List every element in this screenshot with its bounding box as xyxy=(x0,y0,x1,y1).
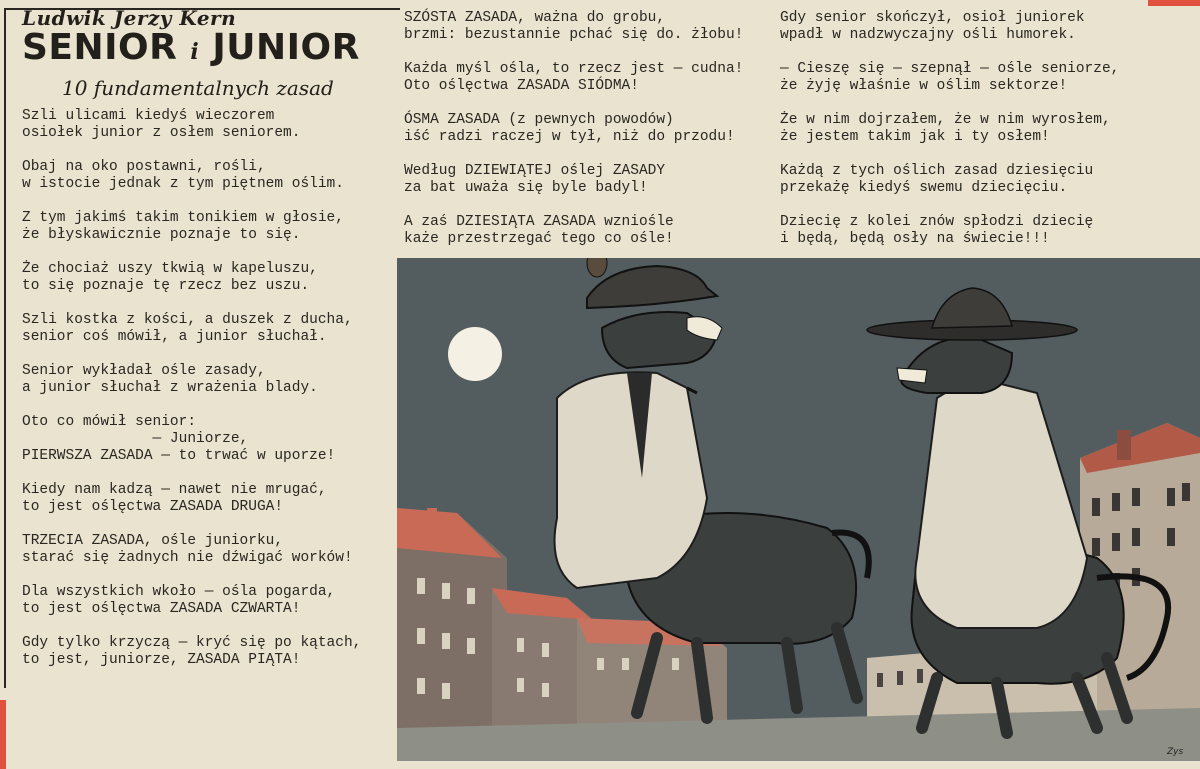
stanza: Każda myśl ośla, to rzecz jest — cudna! Oto oślęctwa ZASADA SIÓDMA! xyxy=(404,61,744,94)
stanza: Gdy senior skończył, osioł juniorek wpadł w nadzwyczajny ośli humorek. xyxy=(780,10,1085,43)
illustrator-signature: Zys xyxy=(1167,747,1184,757)
stanza: Dziecię z kolei znów spłodzi dziecię i będą, będą osły na świecie!!! xyxy=(780,214,1094,247)
author-name: Ludwik Jerzy Kern xyxy=(22,6,237,30)
stanza: Szli ulicami kiedyś wieczorem osiołek junior z osłem seniorem. xyxy=(22,108,301,141)
stanza: Senior wykładał ośle zasady, a junior słuchał z wrażenia blady. xyxy=(22,363,318,396)
poem-column-3 xyxy=(780,10,1140,265)
stanza: Kiedy nam kadzą — nawet nie mrugać, to jest oślęctwa ZASADA DRUGA! xyxy=(22,482,327,515)
stanza: Z tym jakimś takim tonikiem w głosie, że błyskawicznie poznaje to się. xyxy=(22,210,344,243)
page-title xyxy=(22,28,394,72)
red-accent-bottom-left xyxy=(0,700,6,769)
stanza: Według DZIEWIĄTEJ oślej ZASADY za bat uważa się byle badyl! xyxy=(404,163,666,196)
stanza: TRZECIA ZASADA, ośle juniorku, starać się żadnych nie dźwigać worków! xyxy=(22,533,353,566)
stanza: A zaś DZIESIĄTA ZASADA wzniośle każe przestrzegać tego co ośle! xyxy=(404,214,674,247)
title-senior: SENIOR xyxy=(22,27,178,68)
stanza: Oto co mówił senior: — Juniorze, PIERWSZA ZASADA — to trwać w uporze! xyxy=(22,414,336,464)
stanza: Że w nim dojrzałem, że w nim wyrosłem, że jestem takim jak i ty osłem! xyxy=(780,112,1111,145)
cartoon-illustration xyxy=(397,258,1200,761)
frame-left-rule xyxy=(4,8,6,688)
subtitle: 10 fundamentalnych zasad xyxy=(62,76,334,100)
title-junior: JUNIOR xyxy=(212,27,360,68)
stanza: SZÓSTA ZASADA, ważna do grobu, brzmi: bezustannie pchać się do. żłobu! xyxy=(404,10,744,43)
poem-column-1 xyxy=(22,0,394,686)
stanza: Szli kostka z kości, a duszek z ducha, senior coś mówił, a junior słuchał. xyxy=(22,312,353,345)
red-accent-top-right xyxy=(1148,0,1200,6)
stanza: Obaj na oko postawni, rośli, w istocie jednak z tym piętnem oślim. xyxy=(22,159,344,192)
cartoon-drawing xyxy=(397,258,1200,761)
stanza: — Cieszę się — szepnął — ośle seniorze, że żyję właśnie w oślim sektorze! xyxy=(780,61,1120,94)
poem-column-2 xyxy=(404,10,776,265)
stanza: ÓSMA ZASADA (z pewnych powodów) iść radzi raczej w tył, niż do przodu! xyxy=(404,112,735,145)
stanza: Gdy tylko krzyczą — kryć się po kątach, to jest, juniorze, ZASADA PIĄTA! xyxy=(22,635,362,668)
moon xyxy=(448,327,502,381)
stanza: Każdą z tych oślich zasad dziesięciu przekażę kiedyś swemu dziecięciu. xyxy=(780,163,1094,196)
title-conjunction: i xyxy=(190,39,200,65)
stanza: Dla wszystkich wkoło — ośla pogarda, to jest oślęctwa ZASADA CZWARTA! xyxy=(22,584,336,617)
stanza: Że chociaż uszy tkwią w kapeluszu, to się poznaje tę rzecz bez uszu. xyxy=(22,261,318,294)
